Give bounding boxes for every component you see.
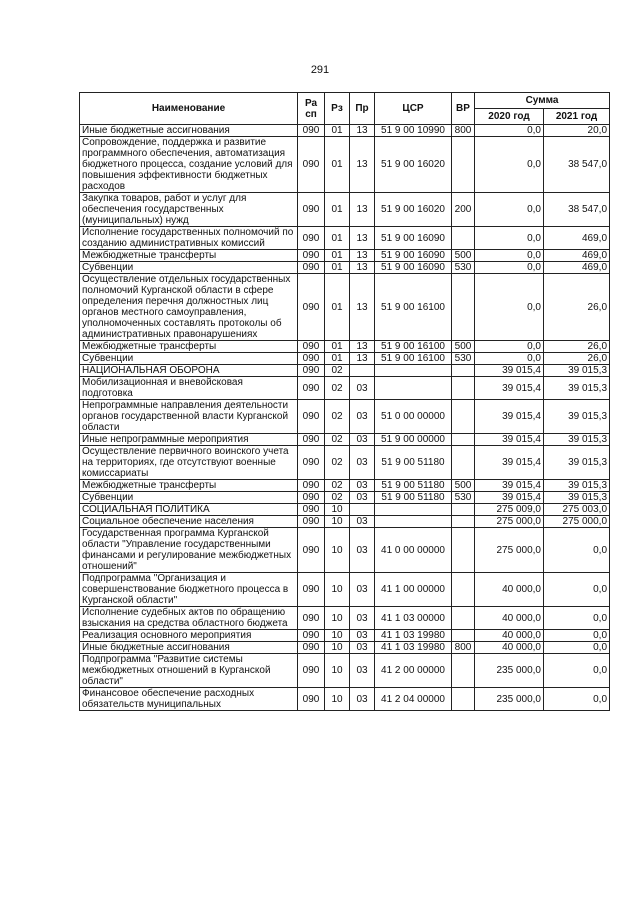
cell-name: Государственная программа Курганской области "Управление государственными финансами и регулирование межбюджетных отношений"	[80, 528, 298, 573]
cell-vr	[452, 434, 475, 446]
cell-vr: 500	[452, 341, 475, 353]
cell-rasp: 090	[298, 642, 325, 654]
cell-vr	[452, 274, 475, 341]
table-row	[80, 434, 610, 446]
cell-sum-2021: 39 015,3	[544, 365, 610, 377]
cell-pr: 03	[350, 400, 375, 434]
cell-vr	[452, 137, 475, 193]
cell-rasp: 090	[298, 377, 325, 400]
cell-name: Межбюджетные трансферты	[80, 341, 298, 353]
cell-vr	[452, 607, 475, 630]
table-row	[80, 377, 610, 400]
cell-sum-2020: 0,0	[475, 250, 544, 262]
cell-sum-2021: 469,0	[544, 227, 610, 250]
cell-sum-2020: 275 009,0	[475, 504, 544, 516]
cell-sum-2021: 39 015,3	[544, 446, 610, 480]
cell-name: НАЦИОНАЛЬНАЯ ОБОРОНА	[80, 365, 298, 377]
cell-rasp: 090	[298, 654, 325, 688]
cell-sum-2020: 40 000,0	[475, 642, 544, 654]
cell-vr	[452, 377, 475, 400]
cell-vr: 200	[452, 193, 475, 227]
cell-rasp: 090	[298, 262, 325, 274]
cell-rz: 10	[325, 607, 350, 630]
cell-sum-2020: 0,0	[475, 125, 544, 137]
cell-vr: 800	[452, 642, 475, 654]
cell-sum-2021: 26,0	[544, 341, 610, 353]
cell-name: Осуществление первичного воинского учета на территориях, где отсутствуют военные комиссариаты	[80, 446, 298, 480]
cell-sum-2020: 40 000,0	[475, 607, 544, 630]
cell-name: Субвенции	[80, 353, 298, 365]
cell-sum-2020: 0,0	[475, 274, 544, 341]
cell-name: Финансовое обеспечение расходных обязательств муниципальных	[80, 688, 298, 711]
cell-sum-2021: 26,0	[544, 353, 610, 365]
cell-rz: 10	[325, 573, 350, 607]
cell-rz: 10	[325, 654, 350, 688]
cell-sum-2020: 39 015,4	[475, 434, 544, 446]
col-header-rz: Рз	[325, 93, 350, 125]
cell-rasp: 090	[298, 274, 325, 341]
cell-rz: 10	[325, 642, 350, 654]
cell-csr: 51 9 00 16090	[375, 250, 452, 262]
cell-name: Мобилизационная и вневойсковая подготовка	[80, 377, 298, 400]
cell-rasp: 090	[298, 193, 325, 227]
cell-name: Подпрограмма "Развитие системы межбюджетных отношений в Курганской области"	[80, 654, 298, 688]
cell-rz: 01	[325, 125, 350, 137]
cell-vr	[452, 365, 475, 377]
cell-rz: 01	[325, 137, 350, 193]
cell-rz: 01	[325, 250, 350, 262]
table-row	[80, 125, 610, 137]
cell-name: Подпрограмма "Организация и совершенствование бюджетного процесса в Курганской области"	[80, 573, 298, 607]
cell-sum-2021: 0,0	[544, 630, 610, 642]
cell-name: Иные бюджетные ассигнования	[80, 642, 298, 654]
cell-pr: 13	[350, 193, 375, 227]
cell-vr	[452, 573, 475, 607]
cell-csr: 41 2 00 00000	[375, 654, 452, 688]
cell-sum-2020: 0,0	[475, 341, 544, 353]
col-header-csr: ЦСР	[375, 93, 452, 125]
cell-pr: 03	[350, 573, 375, 607]
table-row	[80, 365, 610, 377]
cell-sum-2021: 38 547,0	[544, 193, 610, 227]
cell-sum-2020: 0,0	[475, 353, 544, 365]
cell-csr: 51 9 00 16090	[375, 262, 452, 274]
cell-rasp: 090	[298, 607, 325, 630]
col-header-vr: ВР	[452, 93, 475, 125]
cell-pr: 13	[350, 274, 375, 341]
table-body	[80, 125, 610, 711]
cell-sum-2020: 275 000,0	[475, 516, 544, 528]
cell-name: Исполнение судебных актов по обращению взыскания на средства областного бюджета	[80, 607, 298, 630]
cell-name: Закупка товаров, работ и услуг для обеспечения государственных (муниципальных) нужд	[80, 193, 298, 227]
cell-name: Непрограммные направления деятельности органов государственной власти Курганской области	[80, 400, 298, 434]
cell-rasp: 090	[298, 353, 325, 365]
cell-name: Иные бюджетные ассигнования	[80, 125, 298, 137]
cell-name: Сопровождение, поддержка и развитие программного обеспечения, автоматизация бюджетного процесса, создание условий для повышения эффективности бюджетных расходов	[80, 137, 298, 193]
table-row	[80, 642, 610, 654]
cell-name: Иные непрограммные мероприятия	[80, 434, 298, 446]
cell-rasp: 090	[298, 528, 325, 573]
cell-sum-2020: 0,0	[475, 193, 544, 227]
cell-name: Субвенции	[80, 492, 298, 504]
cell-rasp: 090	[298, 125, 325, 137]
cell-rasp: 090	[298, 516, 325, 528]
cell-vr	[452, 688, 475, 711]
cell-sum-2020: 39 015,4	[475, 365, 544, 377]
cell-rasp: 090	[298, 341, 325, 353]
cell-rasp: 090	[298, 446, 325, 480]
cell-sum-2021: 39 015,3	[544, 400, 610, 434]
cell-vr	[452, 528, 475, 573]
cell-sum-2020: 39 015,4	[475, 400, 544, 434]
budget-table	[79, 92, 610, 711]
cell-csr: 51 9 00 16020	[375, 137, 452, 193]
cell-rz: 01	[325, 227, 350, 250]
cell-sum-2021: 39 015,3	[544, 434, 610, 446]
cell-csr: 41 2 04 00000	[375, 688, 452, 711]
cell-pr: 13	[350, 341, 375, 353]
cell-sum-2021: 39 015,3	[544, 377, 610, 400]
cell-csr	[375, 516, 452, 528]
cell-rz: 10	[325, 688, 350, 711]
table-row	[80, 630, 610, 642]
cell-csr: 41 1 00 00000	[375, 573, 452, 607]
cell-rz: 02	[325, 434, 350, 446]
page-number: 291	[310, 64, 330, 76]
cell-csr: 51 9 00 16100	[375, 341, 452, 353]
cell-rasp: 090	[298, 688, 325, 711]
cell-csr: 51 0 00 00000	[375, 400, 452, 434]
cell-sum-2021: 39 015,3	[544, 492, 610, 504]
cell-sum-2021: 469,0	[544, 250, 610, 262]
cell-pr: 03	[350, 480, 375, 492]
cell-vr: 500	[452, 250, 475, 262]
cell-pr: 13	[350, 262, 375, 274]
cell-csr: 51 9 00 51180	[375, 480, 452, 492]
table-row	[80, 353, 610, 365]
cell-vr	[452, 504, 475, 516]
cell-rz: 01	[325, 274, 350, 341]
cell-pr: 03	[350, 377, 375, 400]
cell-csr	[375, 365, 452, 377]
cell-csr: 41 1 03 19980	[375, 630, 452, 642]
col-header-pr: Пр	[350, 93, 375, 125]
cell-sum-2020: 0,0	[475, 137, 544, 193]
cell-vr: 530	[452, 492, 475, 504]
table-row	[80, 274, 610, 341]
table-row	[80, 227, 610, 250]
cell-csr: 41 0 00 00000	[375, 528, 452, 573]
cell-sum-2020: 39 015,4	[475, 377, 544, 400]
cell-sum-2021: 275 000,0	[544, 516, 610, 528]
cell-rasp: 090	[298, 227, 325, 250]
cell-csr: 41 1 03 19980	[375, 642, 452, 654]
cell-sum-2021: 0,0	[544, 607, 610, 630]
cell-rz: 01	[325, 193, 350, 227]
header-row-1	[80, 93, 610, 109]
cell-sum-2020: 0,0	[475, 227, 544, 250]
col-header-name: Наименование	[80, 93, 298, 125]
cell-rasp: 090	[298, 365, 325, 377]
cell-sum-2021: 0,0	[544, 573, 610, 607]
table-row	[80, 193, 610, 227]
cell-vr	[452, 516, 475, 528]
cell-sum-2021: 0,0	[544, 528, 610, 573]
cell-sum-2021: 0,0	[544, 642, 610, 654]
cell-sum-2020: 275 000,0	[475, 528, 544, 573]
cell-pr: 03	[350, 688, 375, 711]
cell-rz: 10	[325, 528, 350, 573]
cell-sum-2021: 469,0	[544, 262, 610, 274]
col-header-2020: 2020 год	[475, 109, 544, 125]
cell-rz: 01	[325, 353, 350, 365]
cell-sum-2020: 40 000,0	[475, 573, 544, 607]
cell-sum-2021: 275 003,0	[544, 504, 610, 516]
cell-rasp: 090	[298, 400, 325, 434]
cell-csr: 51 9 00 16020	[375, 193, 452, 227]
cell-pr: 03	[350, 630, 375, 642]
cell-pr: 03	[350, 528, 375, 573]
cell-name: Социальное обеспечение населения	[80, 516, 298, 528]
cell-sum-2021: 39 015,3	[544, 480, 610, 492]
cell-rz: 10	[325, 504, 350, 516]
cell-sum-2020: 235 000,0	[475, 688, 544, 711]
cell-vr	[452, 654, 475, 688]
cell-sum-2021: 0,0	[544, 654, 610, 688]
cell-pr: 13	[350, 353, 375, 365]
cell-pr: 13	[350, 137, 375, 193]
cell-vr: 530	[452, 262, 475, 274]
table-row	[80, 492, 610, 504]
cell-rz: 02	[325, 365, 350, 377]
cell-csr: 51 9 00 16100	[375, 274, 452, 341]
cell-pr: 13	[350, 227, 375, 250]
cell-sum-2021: 0,0	[544, 688, 610, 711]
cell-pr: 03	[350, 654, 375, 688]
cell-sum-2021: 20,0	[544, 125, 610, 137]
cell-vr	[452, 400, 475, 434]
cell-rasp: 090	[298, 630, 325, 642]
cell-rasp: 090	[298, 137, 325, 193]
cell-name: Межбюджетные трансферты	[80, 250, 298, 262]
cell-csr	[375, 504, 452, 516]
cell-csr	[375, 377, 452, 400]
cell-sum-2021: 26,0	[544, 274, 610, 341]
table-row	[80, 528, 610, 573]
cell-pr	[350, 365, 375, 377]
cell-vr	[452, 630, 475, 642]
cell-rasp: 090	[298, 434, 325, 446]
cell-rz: 10	[325, 630, 350, 642]
cell-csr: 41 1 03 00000	[375, 607, 452, 630]
cell-sum-2020: 40 000,0	[475, 630, 544, 642]
table-row	[80, 250, 610, 262]
cell-rasp: 090	[298, 492, 325, 504]
table-row	[80, 654, 610, 688]
cell-pr: 03	[350, 516, 375, 528]
cell-vr: 530	[452, 353, 475, 365]
cell-rasp: 090	[298, 250, 325, 262]
cell-rz: 02	[325, 377, 350, 400]
table-row	[80, 480, 610, 492]
cell-name: Субвенции	[80, 262, 298, 274]
cell-pr: 03	[350, 607, 375, 630]
cell-name: Межбюджетные трансферты	[80, 480, 298, 492]
table-row	[80, 137, 610, 193]
cell-pr: 13	[350, 250, 375, 262]
table-row	[80, 516, 610, 528]
cell-csr: 51 9 00 10990	[375, 125, 452, 137]
cell-csr: 51 9 00 00000	[375, 434, 452, 446]
cell-csr: 51 9 00 16100	[375, 353, 452, 365]
cell-pr: 13	[350, 125, 375, 137]
cell-name: Осуществление отдельных государственных полномочий Курганской области в сфере определения перечня должностных лиц органов местного самоуправления, уполномоченных составлять протоколы об административных правонарушениях	[80, 274, 298, 341]
cell-csr: 51 9 00 16090	[375, 227, 452, 250]
cell-rz: 02	[325, 446, 350, 480]
cell-vr: 800	[452, 125, 475, 137]
cell-sum-2020: 39 015,4	[475, 492, 544, 504]
cell-vr	[452, 446, 475, 480]
cell-pr: 03	[350, 434, 375, 446]
cell-rasp: 090	[298, 504, 325, 516]
cell-pr	[350, 504, 375, 516]
cell-name: СОЦИАЛЬНАЯ ПОЛИТИКА	[80, 504, 298, 516]
cell-sum-2021: 38 547,0	[544, 137, 610, 193]
col-header-rasp: Ра сп	[298, 93, 325, 125]
table-row	[80, 607, 610, 630]
col-header-summa: Сумма	[475, 93, 610, 109]
table-row	[80, 504, 610, 516]
cell-name: Реализация основного мероприятия	[80, 630, 298, 642]
cell-csr: 51 9 00 51180	[375, 446, 452, 480]
cell-rasp: 090	[298, 480, 325, 492]
cell-sum-2020: 39 015,4	[475, 480, 544, 492]
cell-pr: 03	[350, 492, 375, 504]
cell-rz: 01	[325, 341, 350, 353]
cell-rz: 02	[325, 492, 350, 504]
cell-rasp: 090	[298, 573, 325, 607]
cell-vr: 500	[452, 480, 475, 492]
cell-rz: 02	[325, 480, 350, 492]
table-row	[80, 688, 610, 711]
cell-rz: 10	[325, 516, 350, 528]
cell-name: Исполнение государственных полномочий по созданию административных комиссий	[80, 227, 298, 250]
cell-pr: 03	[350, 642, 375, 654]
table-row	[80, 400, 610, 434]
cell-rz: 01	[325, 262, 350, 274]
cell-sum-2020: 235 000,0	[475, 654, 544, 688]
table-row	[80, 446, 610, 480]
table-row	[80, 341, 610, 353]
table-row	[80, 573, 610, 607]
cell-csr: 51 9 00 51180	[375, 492, 452, 504]
col-header-2021: 2021 год	[544, 109, 610, 125]
cell-pr: 03	[350, 446, 375, 480]
cell-rz: 02	[325, 400, 350, 434]
cell-sum-2020: 39 015,4	[475, 446, 544, 480]
table-row	[80, 262, 610, 274]
cell-sum-2020: 0,0	[475, 262, 544, 274]
cell-vr	[452, 227, 475, 250]
